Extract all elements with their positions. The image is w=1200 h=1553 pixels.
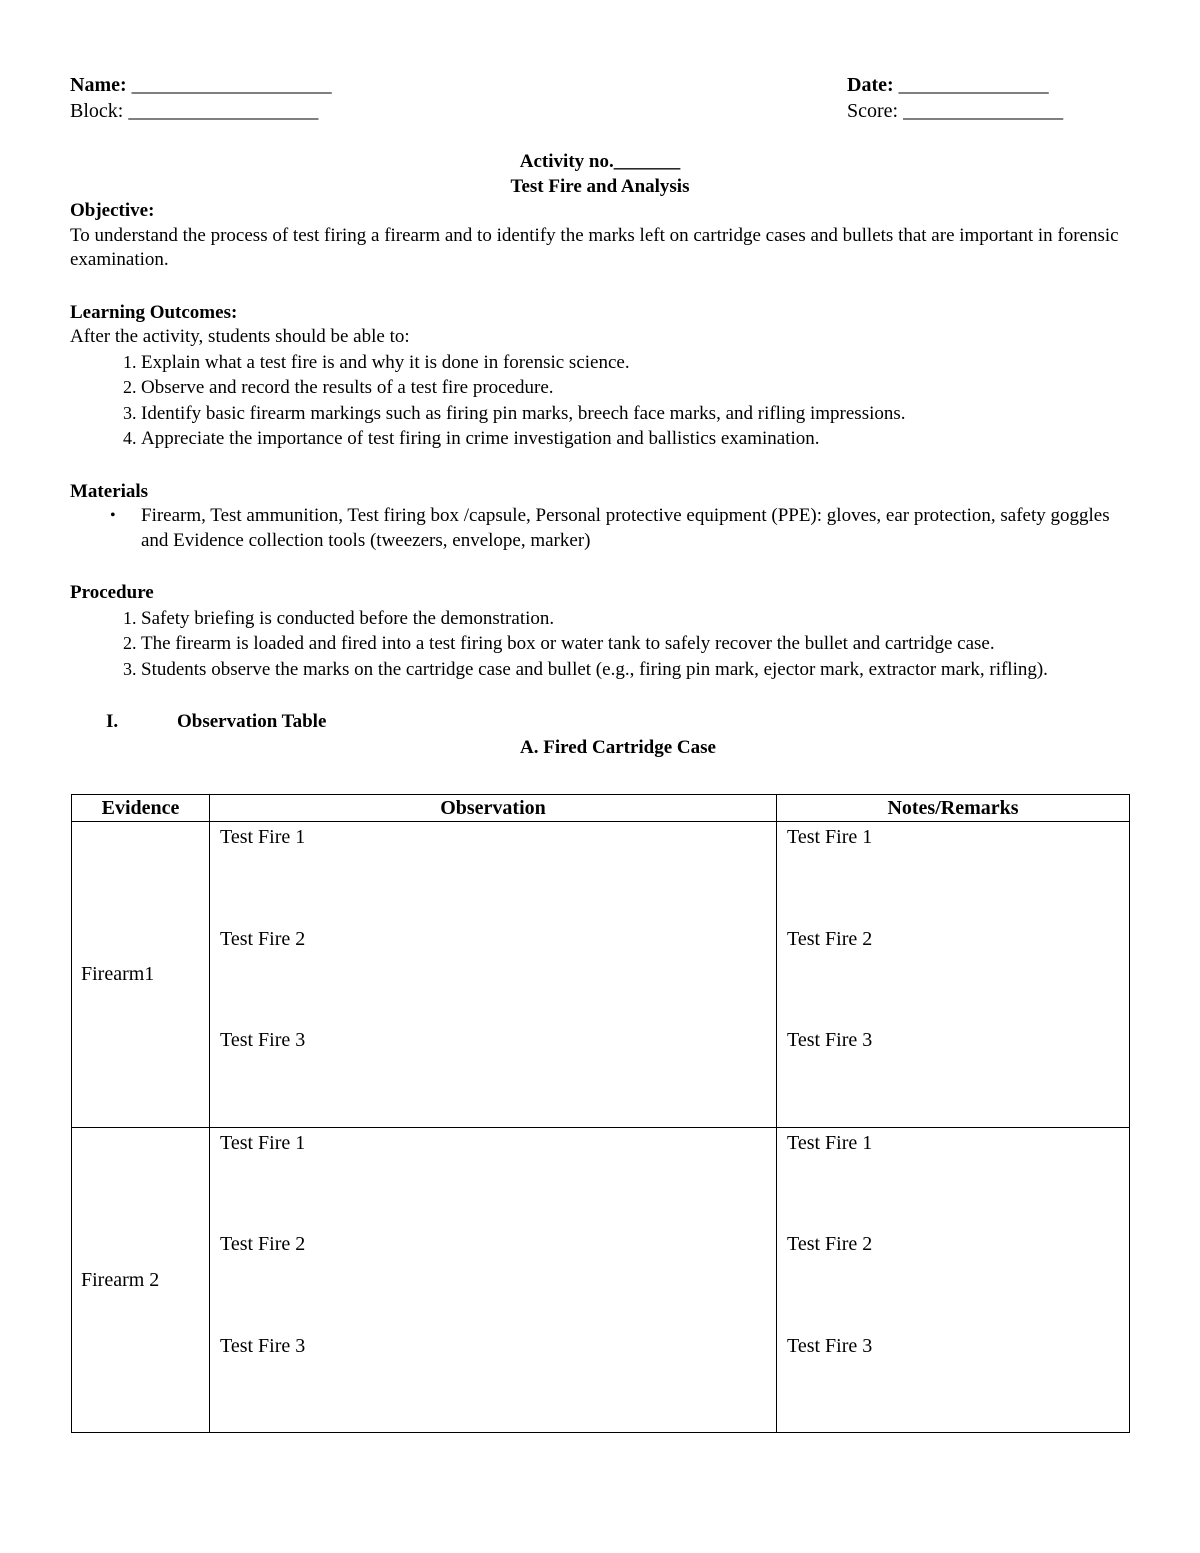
observation-cell[interactable] — [210, 822, 777, 1128]
list-item — [110, 504, 1130, 553]
learning-outcomes-list — [70, 350, 1130, 452]
table-header-row — [72, 795, 1130, 822]
notes-cell[interactable] — [777, 1127, 1130, 1433]
block-label: Block: — [70, 100, 124, 122]
list-item: 2. Observe and record the results of a test fire procedure. — [141, 375, 1130, 401]
materials-text: Firearm, Test ammunition, Test firing box /capsule, Personal protective equipment (PPE): gloves, ear protection, safety goggles and Evidence collection tools (tweezers, envelope, marker) — [141, 505, 1110, 551]
worksheet-page — [70, 73, 1130, 761]
score-field[interactable] — [847, 99, 1063, 124]
test-fire-entry[interactable]: Test Fire 2 — [787, 1233, 873, 1255]
block-field[interactable] — [70, 99, 318, 124]
test-fire-entry[interactable]: Test Fire 2 — [787, 927, 873, 950]
header-row-1 — [70, 73, 1130, 99]
column-header-notes: Notes/Remarks — [777, 795, 1130, 822]
test-fire-entry[interactable]: Test Fire 1 — [220, 1131, 306, 1154]
learning-outcomes-heading: Learning Outcomes: — [70, 301, 238, 323]
name-field[interactable] — [70, 73, 332, 98]
test-fire-entry[interactable]: Test Fire 3 — [220, 1029, 306, 1051]
date-field[interactable] — [847, 73, 1049, 98]
subsection-title: A. Fired Cartridge Case — [520, 737, 716, 758]
test-fire-entry[interactable]: Test Fire 2 — [220, 927, 306, 950]
procedure-heading: Procedure — [70, 582, 154, 603]
header-row-2 — [70, 99, 1130, 125]
objective-text: To understand the process of test firing a firearm and to identify the marks left on cartridge cases and bullets that are important in forensic examination. — [70, 224, 1119, 270]
test-fire-entry[interactable]: Test Fire 1 — [220, 826, 306, 848]
notes-cell[interactable] — [777, 822, 1130, 1128]
test-fire-entry[interactable]: Test Fire 3 — [787, 1334, 873, 1357]
table-row — [72, 822, 1130, 1128]
score-blank[interactable]: ________________ — [903, 100, 1064, 122]
activity-title: Test Fire and Analysis — [510, 175, 690, 197]
name-blank[interactable]: ____________________ — [131, 74, 332, 96]
section-title: Observation Table — [177, 711, 327, 732]
list-item: 1. Safety briefing is conducted before the demonstration. — [141, 606, 1130, 632]
list-item: 3. Students observe the marks on the cartridge case and bullet (e.g., firing pin mark, ejector mark, extractor mark, rifling). — [141, 657, 1130, 683]
test-fire-entry[interactable]: Test Fire 1 — [787, 826, 873, 848]
list-item: 4. Appreciate the importance of test firing in crime investigation and ballistics examination. — [141, 426, 1130, 452]
date-blank[interactable]: _______________ — [898, 74, 1049, 96]
bullet-icon: • — [110, 507, 116, 524]
evidence-cell: Firearm 2 — [72, 1127, 210, 1433]
materials-heading: Materials — [70, 480, 149, 502]
test-fire-entry[interactable]: Test Fire 1 — [787, 1131, 873, 1154]
test-fire-entry[interactable]: Test Fire 2 — [220, 1233, 306, 1255]
activity-number: Activity no._______ — [519, 151, 681, 172]
date-label: Date: — [847, 74, 894, 96]
evidence-cell: Firearm1 — [72, 822, 210, 1128]
list-item: 3. Identify basic firearm markings such as firing pin marks, breech face marks, and rifling impressions. — [141, 401, 1130, 427]
procedure-list — [70, 606, 1130, 683]
learning-outcomes-intro: After the activity, students should be able to: — [70, 326, 410, 347]
list-item: 2. The firearm is loaded and fired into a test firing box or water tank to safely recover the bullet and cartridge case. — [141, 631, 1130, 657]
observation-table — [71, 794, 1130, 1433]
observation-section-heading — [70, 710, 1130, 736]
column-header-evidence: Evidence — [72, 795, 210, 822]
materials-list — [70, 504, 1130, 553]
section-number: I. — [106, 711, 119, 732]
block-blank[interactable]: ___________________ — [128, 100, 319, 122]
name-label: Name: — [70, 74, 127, 96]
objective-heading: Objective: — [70, 200, 155, 221]
column-header-observation: Observation — [210, 795, 777, 822]
test-fire-entry[interactable]: Test Fire 3 — [220, 1334, 306, 1357]
test-fire-entry[interactable]: Test Fire 3 — [787, 1029, 873, 1051]
observation-cell[interactable] — [210, 1127, 777, 1433]
score-label: Score: — [847, 100, 899, 122]
list-item: 1. Explain what a test fire is and why it is done in forensic science. — [141, 350, 1130, 376]
table-row — [72, 1127, 1130, 1433]
